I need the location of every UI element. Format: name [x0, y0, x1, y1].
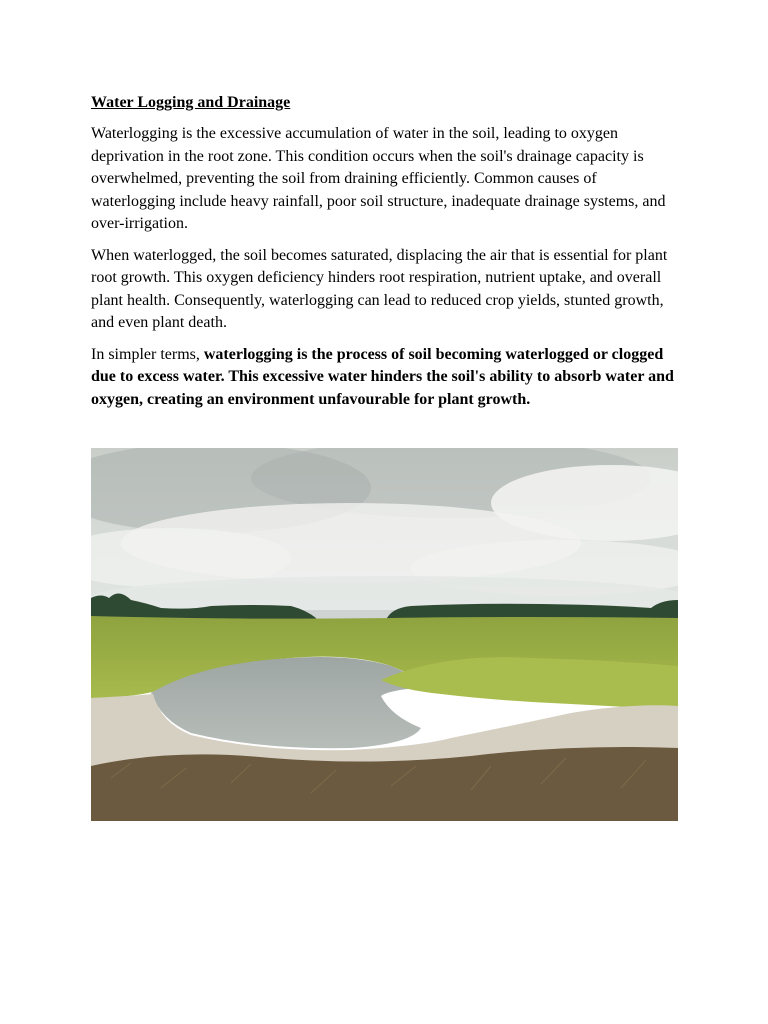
photo-clouds — [91, 448, 678, 620]
document-body — [91, 92, 677, 420]
summary-intro: In simpler terms, — [91, 345, 204, 363]
paragraph-summary — [91, 344, 677, 412]
paragraph-definition: Waterlogging is the excessive accumulation of water in the soil, leading to oxygen deprivation in the root zone. This condition occurs when the soil's drainage capacity is overwhelmed, preventing the soil from draining efficiently. Common causes of waterlogging include heavy rainfall, poor soil structure, inadequate drainage systems, and over-irrigation. — [91, 125, 666, 232]
paragraph-effects: When waterlogged, the soil becomes saturated, displacing the air that is essential for plant root growth. This oxygen deficiency hinders root respiration, nutrient uptake, and overall plant health. Consequently, waterlogging can lead to reduced crop yields, stunted growth, and even plant death. — [91, 246, 668, 331]
document-title: Water Logging and Drainage — [91, 94, 291, 111]
summary-bold: waterlogging is the process of soil becoming waterlogged or clogged due to excess water. This excessive water hinders the soil's ability to absorb water and oxygen, creating an environment unfavourable for plant growth. — [91, 345, 674, 408]
marsh-photo — [91, 448, 678, 821]
